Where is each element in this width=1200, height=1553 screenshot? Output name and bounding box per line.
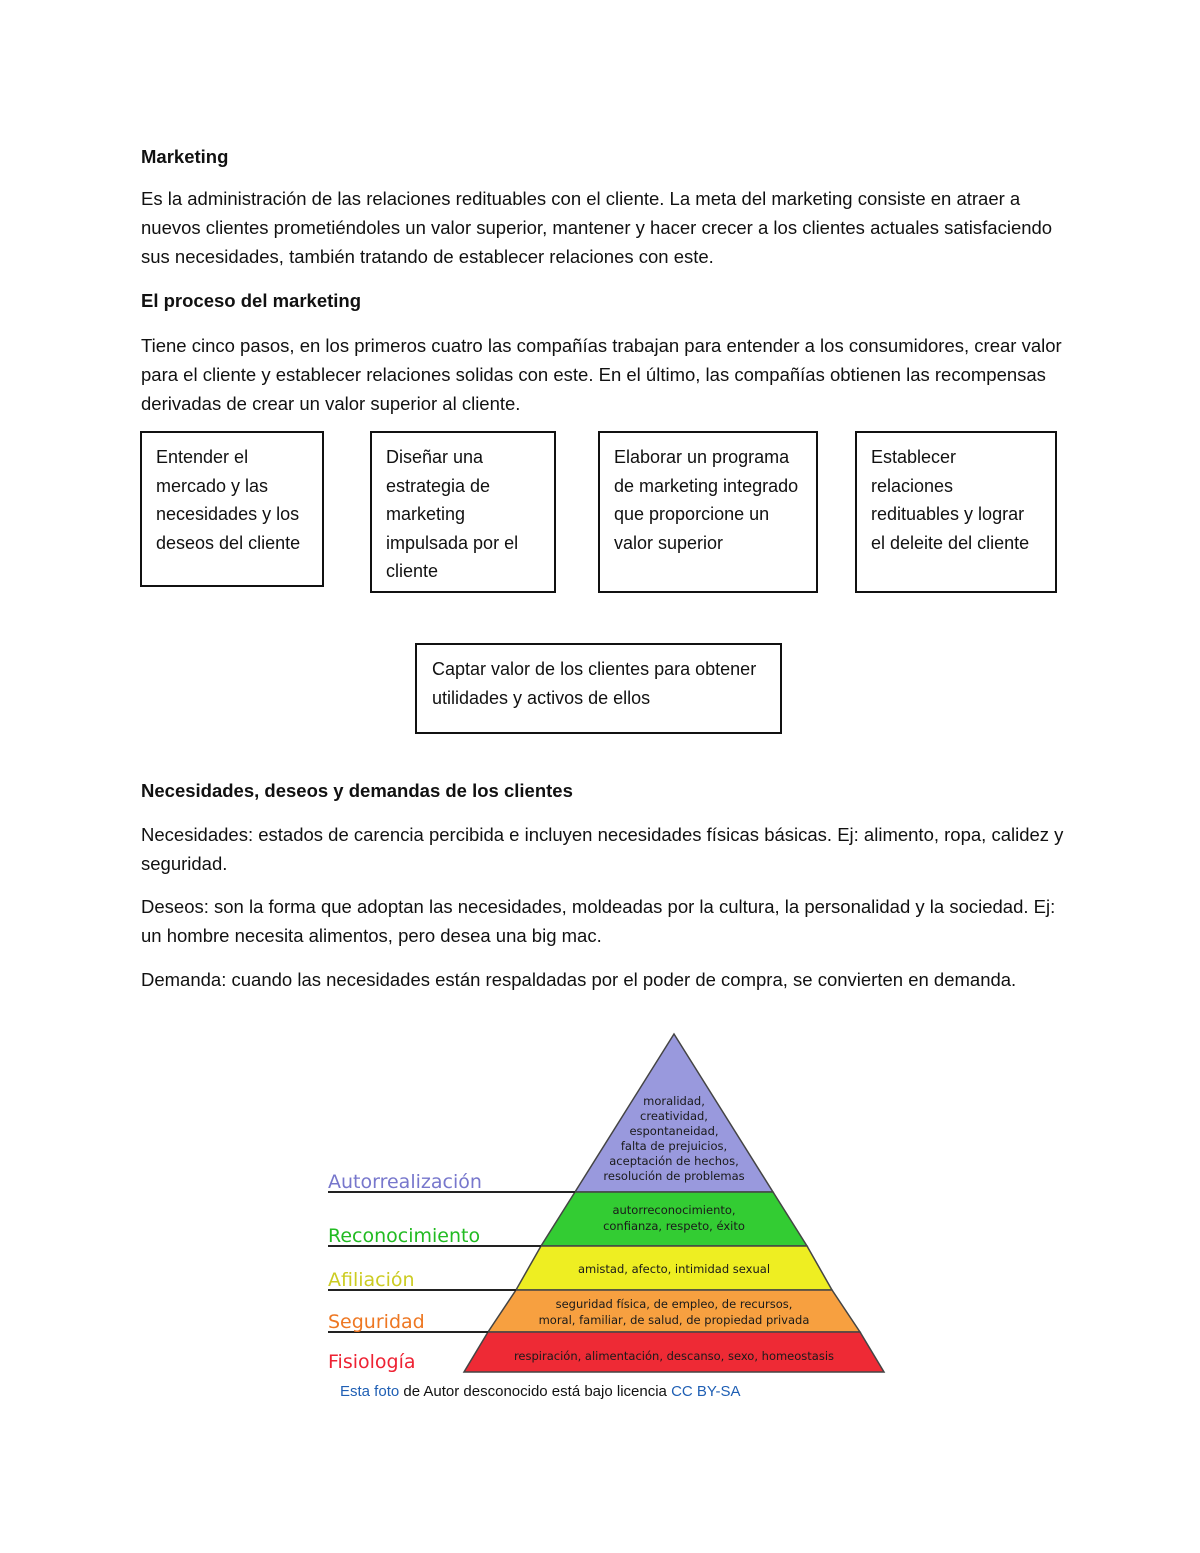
pyramid-text-line: amistad, afecto, intimidad sexual <box>577 1262 771 1276</box>
pyramid-text-line: moral, familiar, de salud, de propiedad privada <box>538 1313 810 1327</box>
paragraph-wants: Deseos: son la forma que adoptan las necesidades, moldeadas por la cultura, la personalidad y la sociedad. Ej: un hombre necesita alimentos, pero desea una big mac. <box>141 896 1056 946</box>
maslow-pyramid-figure <box>322 1030 892 1380</box>
pyramid-text-line: respiración, alimentación, descanso, sexo, homeostasis <box>513 1349 835 1363</box>
process-step-2: Diseñar una estrategia de marketing impulsada por el cliente <box>370 431 556 593</box>
caption-license-link[interactable]: CC BY-SA <box>671 1383 741 1400</box>
section-title-process: El proceso del marketing <box>141 290 362 311</box>
pyramid-label-seguridad: Seguridad <box>328 1311 425 1333</box>
pyramid-label-fisiologia: Fisiología <box>328 1351 416 1373</box>
pyramid-text-line: resolución de problemas <box>603 1169 745 1183</box>
process-step-4: Establecer relaciones redituables y lograr el deleite del cliente <box>855 431 1057 593</box>
pyramid-text-line: creatividad, <box>640 1109 708 1123</box>
caption-photo-link[interactable]: Esta foto <box>340 1383 400 1400</box>
paragraph-needs: Necesidades: estados de carencia percibida e incluyen necesidades físicas básicas. Ej: alimento, ropa, calidez y seguridad. <box>141 824 1064 874</box>
pyramid-text-line: espontaneidad, <box>629 1124 719 1138</box>
pyramid-text-line: autorreconocimiento, <box>612 1203 736 1217</box>
caption-text: de Autor desconocido está bajo licencia <box>399 1383 672 1400</box>
pyramid-text-line: aceptación de hechos, <box>609 1154 739 1168</box>
process-step-3: Elaborar un programa de marketing integrado que proporcione un valor superior <box>598 431 818 593</box>
section-title-marketing: Marketing <box>141 146 229 167</box>
pyramid-text-line: falta de prejuicios, <box>620 1139 728 1153</box>
pyramid-label-autorrealizacion: Autorrealización <box>328 1171 482 1193</box>
paragraph-marketing-definition: Es la administración de las relaciones redituables con el cliente. La meta del marketing consiste en atraer a nuevos clientes prometiéndoles un valor superior, mantener y hacer crecer a los clientes actuales satisfaciendo sus necesidades, también tratando de establecer relaciones con este. <box>141 188 1053 267</box>
pyramid-text-line: confianza, respeto, éxito <box>603 1219 745 1233</box>
process-step-5: Captar valor de los clientes para obtener utilidades y activos de ellos <box>415 643 782 734</box>
pyramid-text-line: seguridad física, de empleo, de recursos, <box>555 1297 793 1311</box>
section-title-needs: Necesidades, deseos y demandas de los clientes <box>141 780 573 801</box>
image-caption <box>340 1381 741 1403</box>
paragraph-demand: Demanda: cuando las necesidades están respaldadas por el poder de compra, se convierten en demanda. <box>141 969 1017 990</box>
paragraph-process: Tiene cinco pasos, en los primeros cuatro las compañías trabajan para entender a los consumidores, crear valor para el cliente y establecer relaciones solidas con este. En el último, las compañías obtienen las recompensas derivadas de crear un valor superior al cliente. <box>141 335 1062 414</box>
pyramid-label-afiliacion: Afiliación <box>328 1269 415 1291</box>
process-step-1: Entender el mercado y las necesidades y los deseos del cliente <box>140 431 324 587</box>
pyramid-text-line: moralidad, <box>643 1094 705 1108</box>
pyramid-label-reconocimiento: Reconocimiento <box>328 1225 481 1247</box>
